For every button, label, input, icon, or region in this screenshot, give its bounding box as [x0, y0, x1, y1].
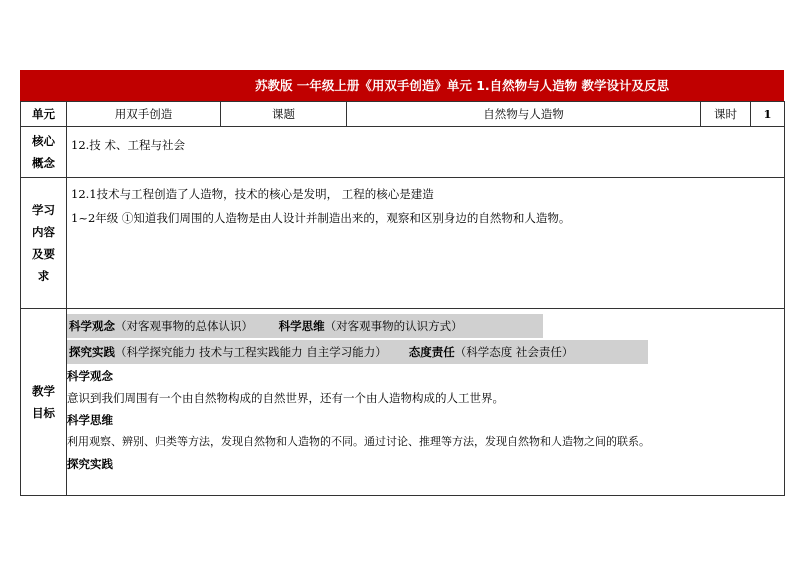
goal-section-1-text: 意识到我们周围有一个由自然物构成的自然世界，还有一个由人造物构成的人工世界。 — [67, 391, 504, 405]
goal-label-2: 目标 — [32, 406, 55, 420]
study-line-1: 12.1技术与工程创造了人造物，技术的核心是发明， 工程的核心是建造 — [71, 187, 434, 201]
goal-h2a-note: （科学探究能力 技术与工程实践能力 自主学习能力） — [115, 345, 387, 359]
goal-h1a-note: （对客观事物的总体认识） — [115, 319, 253, 333]
row-study-content — [21, 178, 785, 309]
goal-section-2-title: 科学思维 — [67, 413, 113, 427]
goal-h2b-note: （科学态度 社会责任） — [454, 345, 574, 359]
core-concept-label-2: 概念 — [32, 156, 55, 170]
unit-label: 单元 — [21, 102, 67, 127]
period-value: 1 — [751, 102, 785, 127]
goal-h1b: 科学思维 — [278, 319, 325, 333]
document-title: 苏教版 一年级上册《用双手创造》单元 1.自然物与人造物 教学设计及反思 — [20, 70, 784, 101]
study-label-2: 内容 — [32, 225, 55, 239]
goal-header-row-2 — [67, 340, 648, 364]
row-teaching-goals — [21, 309, 785, 496]
goal-section-3-title: 探究实践 — [67, 457, 113, 471]
topic-value: 自然物与人造物 — [347, 102, 701, 127]
study-label-1: 学习 — [32, 203, 55, 217]
period-label: 课时 — [701, 102, 751, 127]
row-unit — [21, 102, 785, 127]
goal-label-1: 教学 — [32, 384, 55, 398]
goal-section-1-title: 科学观念 — [67, 369, 113, 383]
core-concept-label-cell — [21, 127, 67, 178]
teaching-goals-cell — [21, 309, 785, 496]
row-core-concept — [21, 127, 785, 178]
unit-value: 用双手创造 — [67, 102, 221, 127]
goal-h2b: 态度责任 — [408, 345, 455, 359]
goal-h1b-note: （对客观事物的认识方式） — [324, 319, 463, 333]
study-label-3: 及要 — [32, 247, 55, 261]
lesson-plan-table — [20, 101, 785, 496]
study-label-4: 求 — [37, 269, 50, 283]
study-line-2: 1~2年级 ①知道我们周围的人造物是由人设计并制造出来的，观察和区别身边的自然物和人造物。 — [71, 211, 571, 225]
goal-h2a: 探究实践 — [69, 345, 115, 359]
goal-h1a: 科学观念 — [69, 319, 115, 333]
study-content-cell — [67, 178, 785, 309]
core-concept-label-1: 核心 — [32, 134, 55, 148]
topic-label: 课题 — [221, 102, 347, 127]
goal-header-row-1 — [67, 314, 543, 338]
study-label-cell — [21, 178, 67, 309]
core-concept-value: 12.技 术、工程与社会 — [71, 138, 185, 152]
core-concept-value-cell — [67, 127, 785, 178]
goal-section-2-text: 利用观察、辨别、归类等方法，发现自然物和人造物的不同。通过讨论、推理等方法，发现自然物和人造物之间的联系。 — [67, 435, 650, 448]
